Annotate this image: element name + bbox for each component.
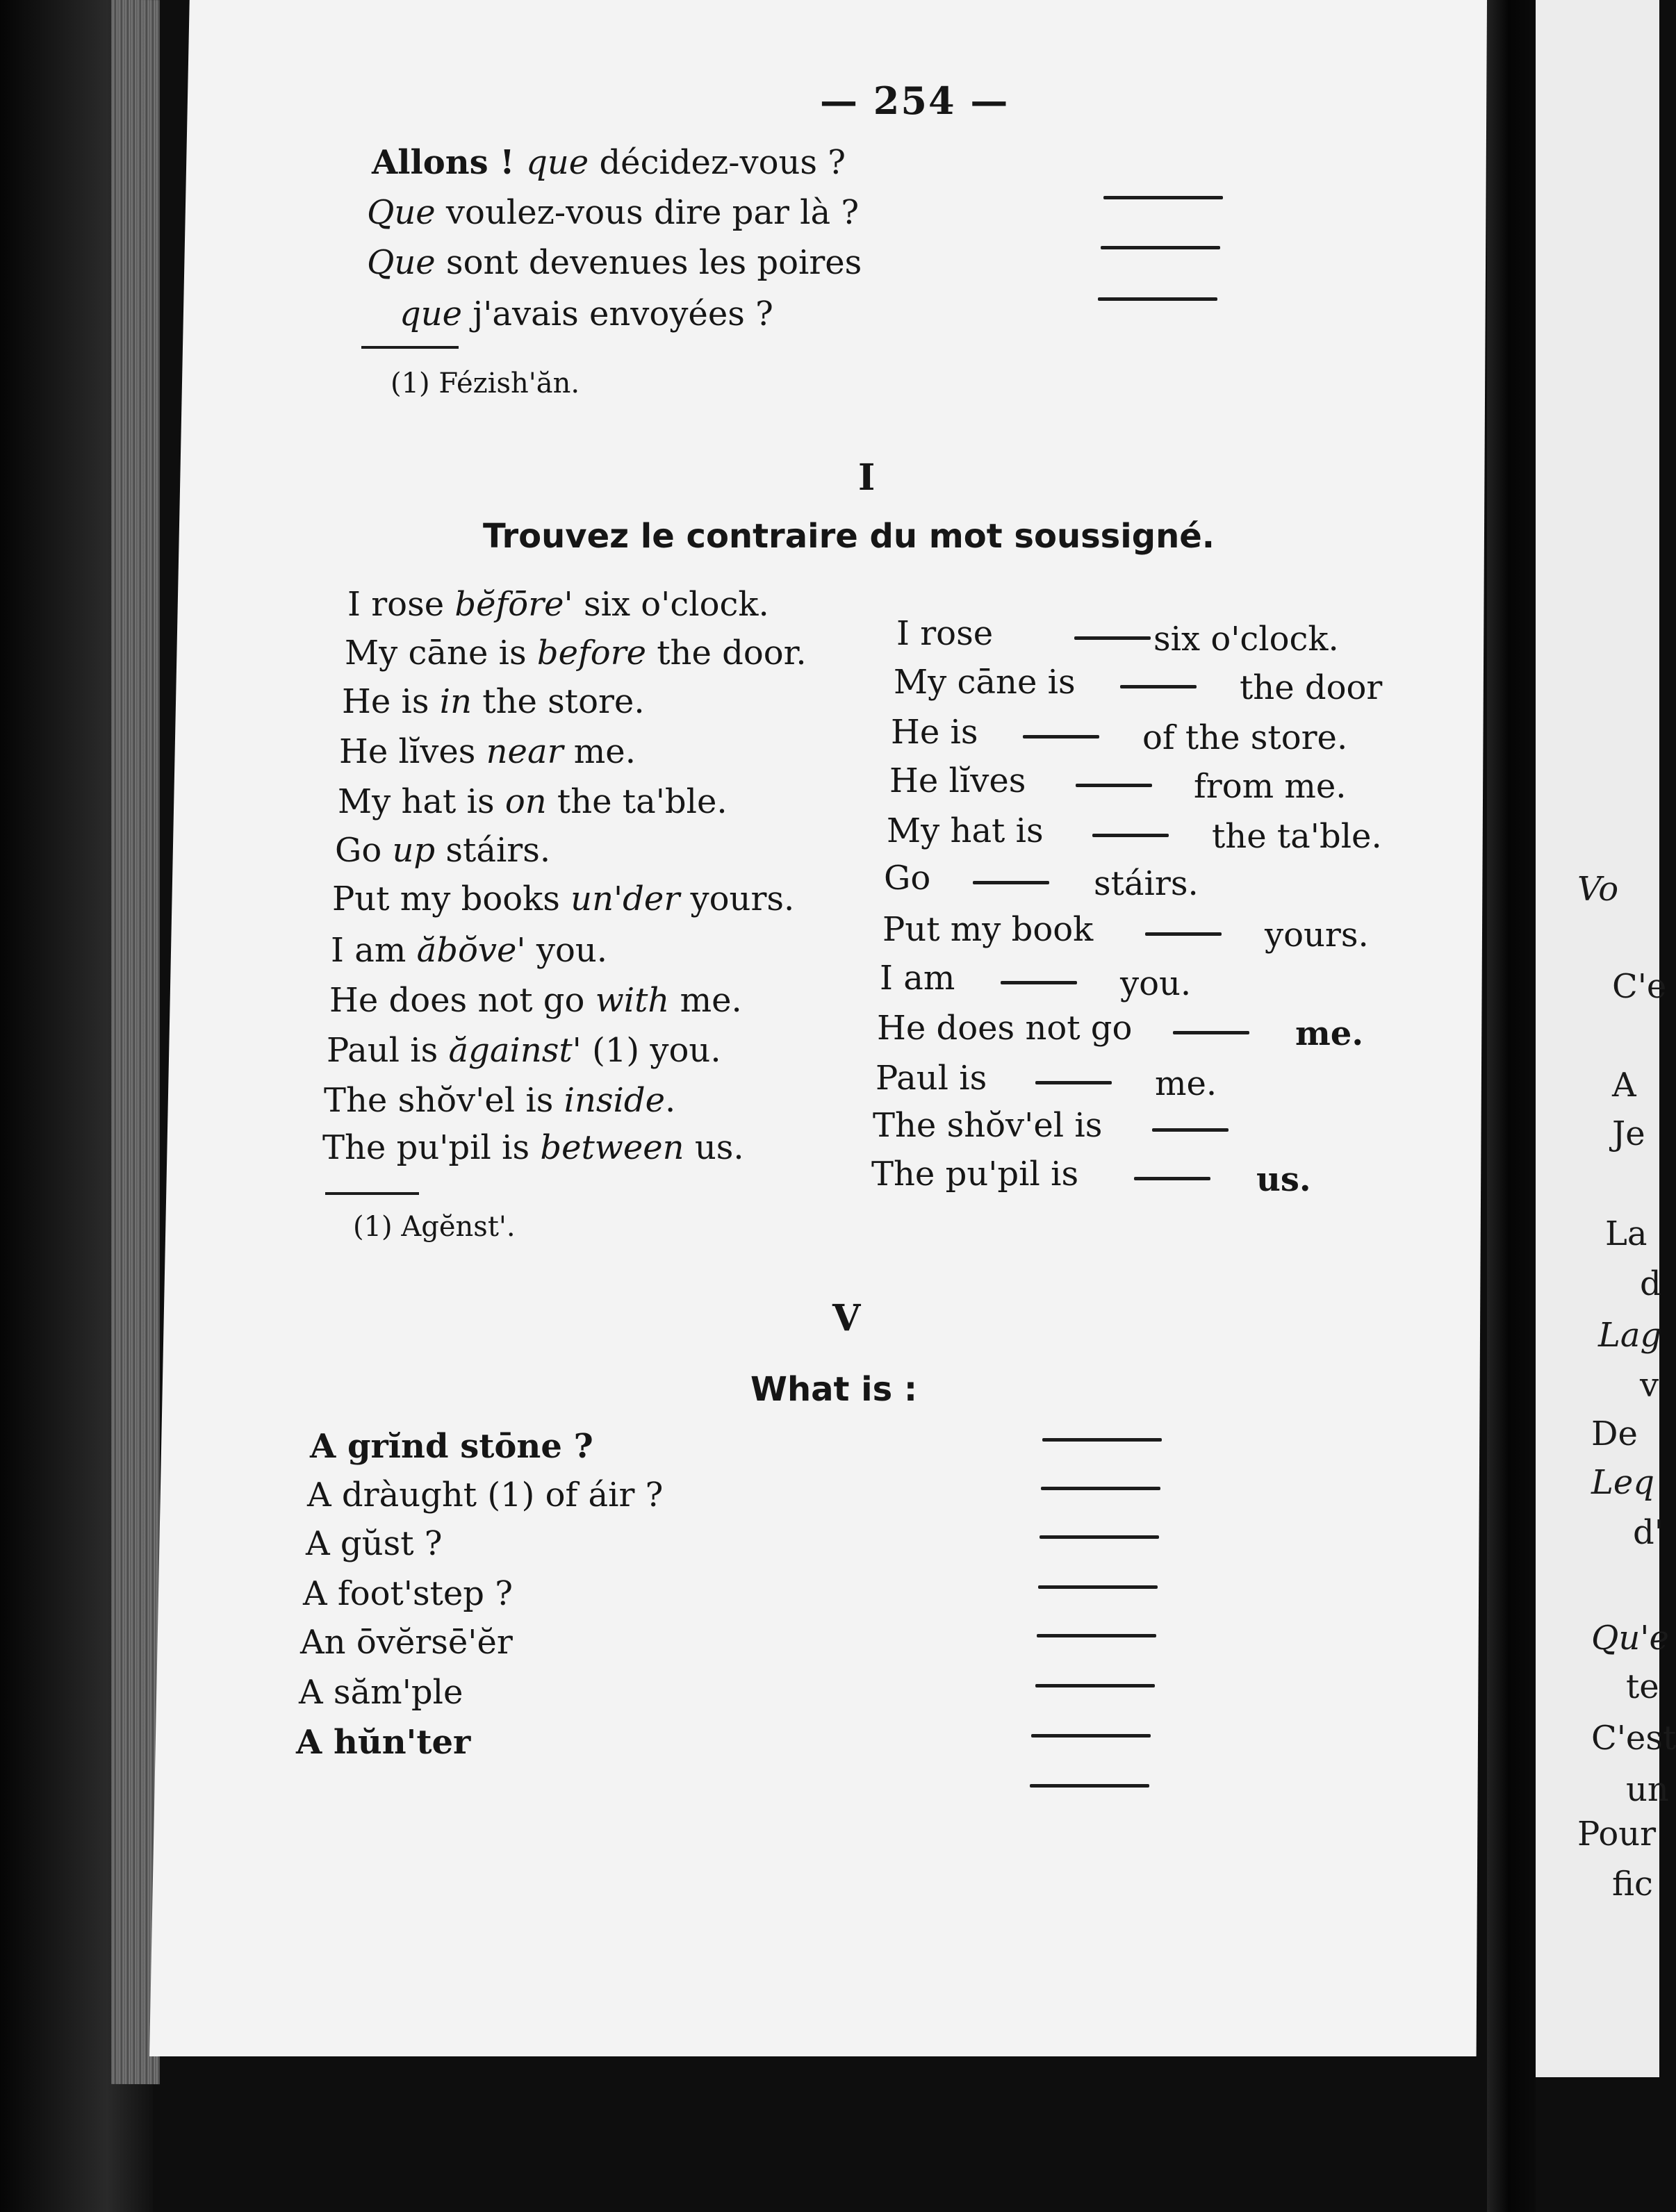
sentence-left [327, 1031, 721, 1070]
sentence-text: the door. [646, 634, 807, 672]
definition-item: A săm'ple [299, 1673, 463, 1712]
sentence-left [324, 1081, 676, 1120]
sentence-text: the ta'ble. [546, 782, 728, 821]
sentence-right: Put my book [882, 910, 1094, 949]
sentence-text: The pu'pil is [322, 1128, 541, 1167]
answer-blank [1076, 784, 1152, 787]
sentence-right-end: us. [1256, 1160, 1311, 1199]
answer-blank [1173, 1031, 1249, 1034]
right-page-fragment [1536, 0, 1676, 2077]
sentence-text: The shŏv'el is [324, 1081, 564, 1120]
sentence-right: My cāne is [894, 663, 1076, 702]
answer-blank [1041, 1487, 1160, 1490]
sentence-text: me. [669, 981, 742, 1020]
sentence-left [331, 931, 608, 970]
sentence-right: The shŏv'el is [873, 1106, 1103, 1145]
sentence-right: He lĭves [889, 761, 1026, 800]
answer-blank [1031, 1734, 1151, 1738]
sentence-text: us. [684, 1128, 744, 1167]
sentence-text: yours. [680, 880, 795, 918]
sentence-right-end: stáirs. [1094, 864, 1199, 903]
sentence-left [345, 636, 807, 670]
cut-off-text: Pour [1577, 1815, 1657, 1854]
cut-off-text: C'est [1591, 1719, 1676, 1758]
section-heading: Trouvez le contraire du mot soussigné. [483, 517, 1215, 556]
answer-blank [1040, 1535, 1159, 1539]
underlined-word: up [392, 831, 436, 870]
answer-blank [1134, 1177, 1210, 1180]
sentence-text: My hat is [338, 782, 505, 821]
page-number: — 254 — [820, 79, 1010, 123]
cut-off-text: A [1612, 1066, 1636, 1105]
answer-blank [1030, 1784, 1149, 1788]
sentence-text: I rose [347, 585, 455, 624]
cut-off-text: Vo [1577, 870, 1619, 909]
definition-item: An ōvĕrsē'ĕr [300, 1623, 513, 1662]
answer-blank [1074, 636, 1151, 640]
sentence-right-end: yours. [1265, 916, 1369, 955]
sentence-right-end: of the store. [1142, 718, 1348, 757]
answer-blank [1038, 1585, 1158, 1589]
sentence-left [335, 831, 551, 870]
definition-item: A dràught (1) of áir ? [307, 1476, 664, 1514]
underlined-word: on [504, 782, 547, 821]
underlined-word: between [540, 1128, 684, 1167]
cut-off-text: La [1605, 1214, 1648, 1253]
definition-item: A hŭn'ter [296, 1723, 471, 1762]
sentence-text: (1) you. [581, 1031, 721, 1070]
answer-blank [1037, 1634, 1156, 1637]
sentence-left [332, 882, 794, 916]
sentence-right-end: six o'clock. [1153, 620, 1339, 659]
sentence-text: He is [342, 682, 440, 721]
answer-blank [1145, 932, 1222, 936]
underlined-word: un'der [570, 880, 680, 918]
sentence-right-end: the ta'ble. [1212, 817, 1382, 856]
book-gutter [1487, 0, 1536, 2212]
cut-off-text: fic [1612, 1865, 1653, 1904]
sentence-text: me. [563, 732, 636, 771]
sentence-text: the store. [472, 682, 645, 721]
sentence-right-end: me. [1295, 1014, 1364, 1053]
sentence-right: I am [880, 959, 955, 998]
exercise-line: Que sont devenues les poires [367, 243, 862, 282]
sentence-text: My cāne is [345, 634, 537, 672]
sentence-left [342, 682, 645, 721]
sentence-right-end: me. [1155, 1064, 1217, 1103]
answer-blank [1042, 1438, 1162, 1442]
footnote-rule [325, 1192, 419, 1195]
sentence-right: I rose [896, 614, 994, 653]
sentence-right: He does not go [877, 1009, 1133, 1048]
underlined-word: with [595, 981, 670, 1020]
footnote-rule [361, 346, 459, 349]
sentence-text: . [665, 1081, 676, 1120]
sentence-text: I am [331, 931, 417, 970]
exercise-line: que j'avais envoyées ? [400, 295, 773, 333]
underlined-word: inside [564, 1081, 665, 1120]
footnote: (1) Agĕnst'. [353, 1211, 516, 1243]
sentence-left [339, 732, 636, 771]
underlined-word: near [486, 732, 564, 771]
answer-blank [1035, 1081, 1112, 1084]
definition-item: A grĭnd stōne ? [310, 1427, 593, 1466]
answer-blank [1120, 685, 1197, 688]
exercise-line: Que voulez-vous dire par là ? [367, 193, 860, 232]
sentence-text: Put my books [332, 880, 571, 918]
cut-off-text: d' [1633, 1513, 1663, 1552]
cut-off-text: Je [1612, 1114, 1645, 1153]
answer-blank [1092, 834, 1169, 837]
answer-blank [1098, 297, 1217, 301]
underlined-word: ăgainst' [448, 1031, 582, 1070]
footnote: (1) Fézish'ăn. [391, 368, 580, 399]
sentence-left [338, 782, 728, 821]
underlined-word: in [439, 682, 473, 721]
section-numeral: V [832, 1297, 861, 1339]
sentence-right-end: you. [1120, 964, 1192, 1003]
sentence-text: Go [335, 831, 393, 870]
underlined-word: bĕfōre' [454, 585, 573, 624]
section-heading: What is : [750, 1370, 918, 1409]
answer-blank [1103, 196, 1223, 199]
answer-blank [1101, 246, 1220, 249]
cut-off-text: De [1591, 1414, 1638, 1453]
underlined-word: before [536, 634, 646, 672]
sentence-text: stáirs. [435, 831, 551, 870]
answer-blank [1023, 735, 1099, 738]
cut-off-text: un [1626, 1770, 1669, 1809]
answer-blank [973, 881, 1049, 884]
section-numeral: I [858, 456, 876, 499]
page-stack-edges [111, 0, 160, 2084]
answer-blank [1152, 1128, 1229, 1132]
exercise-line: Allons ! que décidez-vous ? [372, 143, 846, 182]
cut-off-text: Leq [1591, 1463, 1655, 1502]
cut-off-text: Qu'e [1591, 1619, 1669, 1658]
cut-off-text: te [1626, 1667, 1659, 1706]
sentence-right: Paul is [876, 1059, 987, 1098]
sentence-right: The pu'pil is [871, 1155, 1079, 1194]
definition-item: A gŭst ? [306, 1524, 443, 1563]
cut-off-text: v [1640, 1366, 1659, 1405]
sentence-right: He is [891, 713, 978, 752]
sentence-right: Go [884, 859, 931, 898]
sentence-right: My hat is [887, 811, 1044, 850]
sentence-text: Paul is [327, 1031, 449, 1070]
underlined-word: ăbŏve' [416, 931, 526, 970]
sentence-right-end: from me. [1194, 767, 1347, 806]
sentence-left [347, 585, 769, 624]
answer-blank [1001, 981, 1077, 984]
sentence-text: you. [525, 931, 608, 970]
sentence-left [329, 981, 742, 1020]
cut-off-text: d [1640, 1264, 1661, 1303]
answer-blank [1035, 1684, 1155, 1687]
sentence-text: He does not go [329, 981, 595, 1020]
sentence-right-end: the door [1240, 668, 1383, 707]
sentence-text: He lĭves [339, 732, 486, 771]
cut-off-text: Lag [1598, 1316, 1662, 1355]
cut-off-text: C'e [1612, 967, 1667, 1006]
sentence-text: six o'clock. [573, 585, 769, 624]
definition-item: A foot'step ? [303, 1574, 514, 1613]
sentence-left [322, 1128, 744, 1167]
